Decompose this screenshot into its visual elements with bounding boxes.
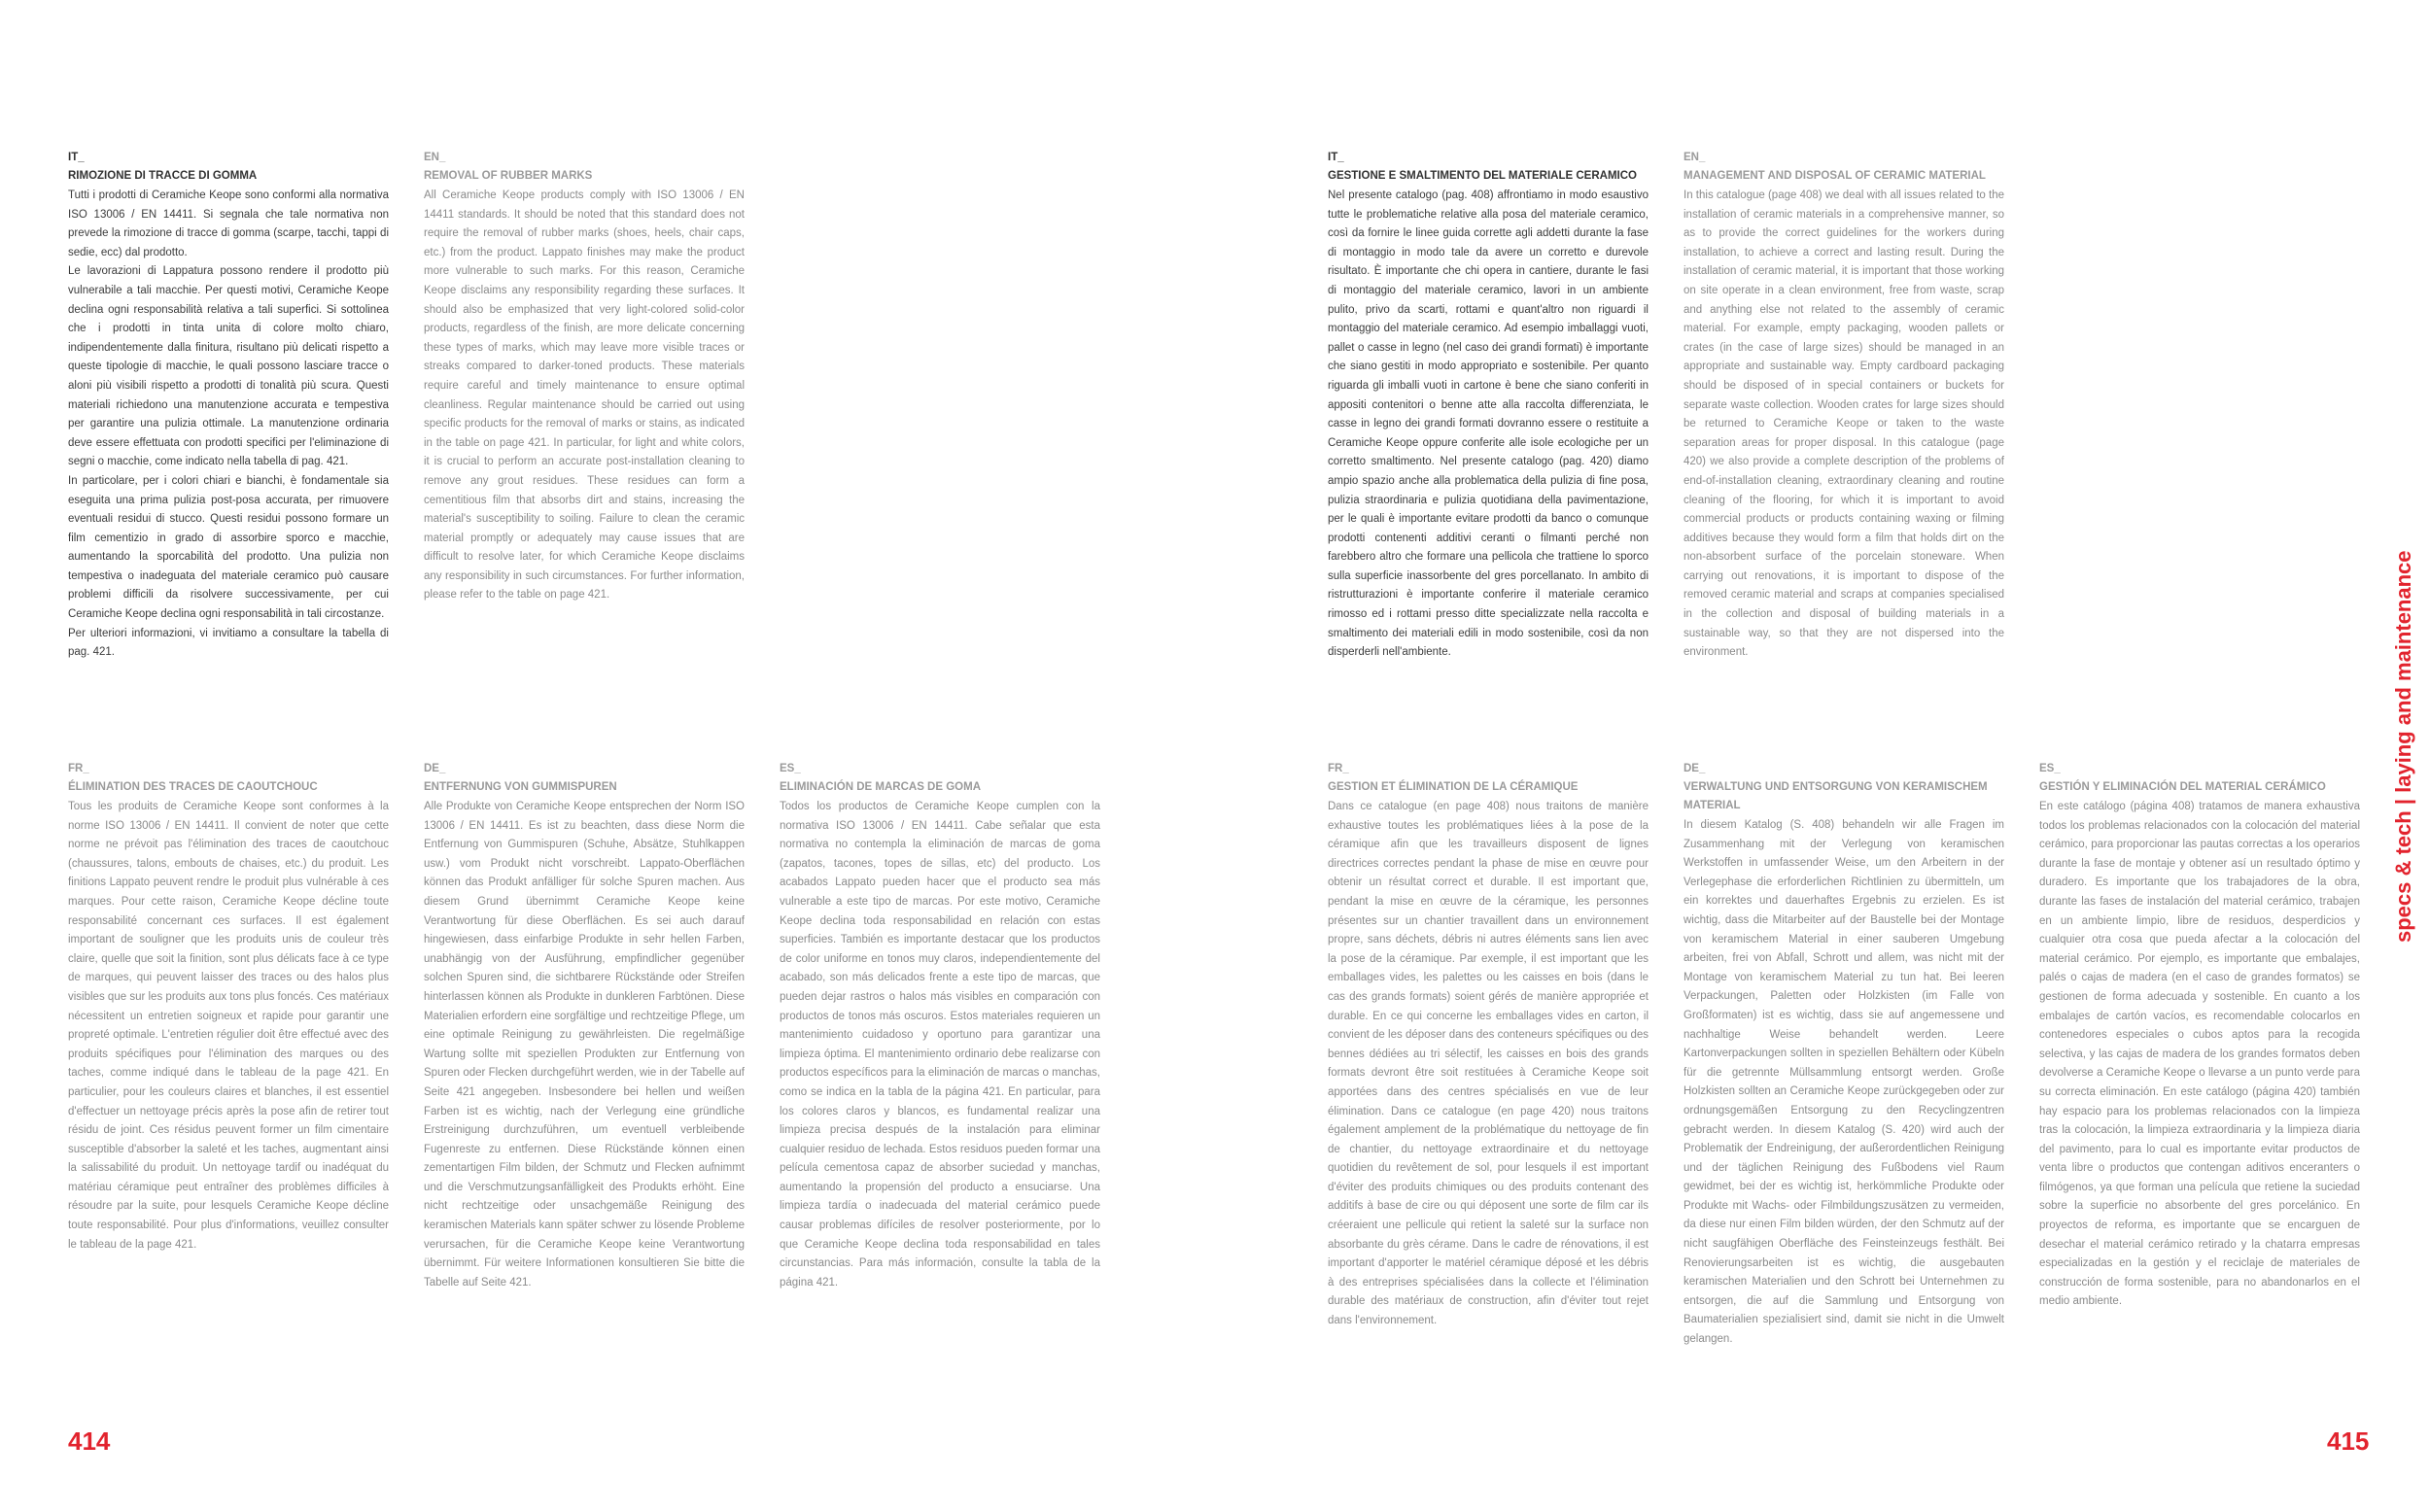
page-number-left: 414 [68, 1426, 111, 1456]
section-en-ceramic-disposal [1684, 149, 2004, 663]
section-title: MANAGEMENT AND DISPOSAL OF CERAMIC MATERIAL [1684, 170, 1986, 182]
section-es-rubber-marks [780, 760, 1100, 1292]
section-title: RIMOZIONE DI TRACCE DI GOMMA [68, 170, 258, 182]
section-lang-tag: ES_ [780, 763, 801, 774]
section-lang-tag: EN_ [1684, 152, 1706, 163]
page-number-right: 415 [2327, 1426, 2370, 1456]
paragraph: Per ulteriori informazioni, vi invitiamo a consultare la tabella di pag. 421. [68, 627, 389, 659]
paragraph: In particolare, per i colori chiari e bianchi, è fondamentale sia eseguita una prima pulizia post-posa accurata, per rimuovere eventuali residui di stucco. Questi residui possono formare un film cementizio in grado di assorbire sporco e macchie, aumentando la sporcabilità del prodotto. Una pulizia non tempestiva o inadeguata del materiale ceramico può causare problemi difficili da risolvere successivamente, per cui Ceramiche Keope declina ogni responsabilità in tali circostanze. [68, 474, 389, 621]
section-lang-tag: IT_ [68, 152, 85, 163]
section-lang-tag: DE_ [424, 763, 446, 774]
section-title: REMOVAL OF RUBBER MARKS [424, 170, 593, 182]
section-fr-rubber-marks [68, 760, 389, 1254]
section-de-ceramic-disposal [1684, 760, 2004, 1350]
side-section-label [2391, 550, 2415, 943]
paragraph: Le lavorazioni di Lappatura possono rendere il prodotto più vulnerabile a tali macchie. Per questi motivi, Ceramiche Keope declina ogni responsabilità relativa a tali superfici. Si sottolinea che i prodotti in tinta unita di colore molto chiaro, indipendentemente dalla finitura, risultano più delicati rispetto a queste tipologie di macchie, le quali possono lasciare tracce o aloni più visibili rispetto a prodotti di tonalità più scura. Questi materiali richiedono una manutenzione accurata e tempestiva per garantire una pulizia ottimale. La manutenzione ordinaria deve essere effettuata con prodotti specifici per l'eliminazione di segni o macchie, come indicato nella tabella di pag. 421. [68, 265, 389, 468]
section-lang-tag: ES_ [2039, 763, 2061, 774]
section-title: VERWALTUNG UND ENTSORGUNG VON KERAMISCHEM MATERIAL [1684, 781, 1988, 811]
paragraph: Tutti i prodotti di Ceramiche Keope sono conformi alla normativa ISO 13006 / EN 14411. Si segnala che tale normativa non prevede la rimozione di tracce di gomma (scarpe, tacchi, tappi di sedie, ecc) dal prodotto. [68, 189, 389, 258]
section-en-rubber-marks [424, 149, 745, 605]
section-lang-tag: DE_ [1684, 763, 1706, 774]
section-title: ELIMINACIÓN DE MARCAS DE GOMA [780, 781, 981, 793]
section-title: GESTION ET ÉLIMINATION DE LA CÉRAMIQUE [1328, 781, 1579, 793]
section-es-ceramic-disposal [2039, 760, 2360, 1312]
section-fr-ceramic-disposal [1328, 760, 1649, 1331]
section-de-rubber-marks [424, 760, 745, 1292]
paragraph: Tous les produits de Ceramiche Keope sont conformes à la norme ISO 13006 / EN 14411. Il convient de noter que cette norme ne prévoit pas l'élimination des traces de caoutchouc (chaussures, talons, embouts de chaises, etc.) du produit. Les finitions Lappato peuvent rendre le produit plus vulnérable à ces marques. Pour cette raison, Ceramiche Keope décline toute responsabilité concernant ces surfaces. Il est également important de souligner que les produits unis de couleur très claire, quelle que soit la finition, sont plus délicats face à ce type de marques, qui peuvent laisser des traces ou des halos plus visibles que sur les produits aux tons plus foncés. Ces matériaux nécessitent un entretien soigneux et rapide pour garantir une propreté optimale. L'entretien régulier doit être effectué avec des produits spécifiques pour l'élimination des marques ou des taches, comme indiqué dans le tableau de la page 421. En particulier, pour les couleurs claires et blanches, il est essentiel d'effectuer un nettoyage précis après la pose afin de retirer tout résidu de joint. Ces résidus peuvent former un film cimentaire susceptible d'absorber la saleté et les taches, augmentant ainsi la salissabilité du produit. Un nettoyage tardif ou inadéquat du matériau céramique peut entraîner des problèmes difficiles à résoudre par la suite, pour lesquels Ceramiche Keope décline toute responsabilité. Pour plus d'informations, veuillez consulter le tableau de la page 421. [68, 801, 389, 1251]
section-it-ceramic-disposal [1328, 149, 1649, 663]
section-it-rubber-marks [68, 149, 389, 663]
section-title: GESTIÓN Y ELIMINACIÓN DEL MATERIAL CERÁMICO [2039, 781, 2326, 793]
section-title: ÉLIMINATION DES TRACES DE CAOUTCHOUC [68, 781, 318, 793]
section-lang-tag: IT_ [1328, 152, 1344, 163]
paragraph: Todos los productos de Ceramiche Keope cumplen con la normativa ISO 13006 / EN 14411. Cabe señalar que esta normativa no contempla la eliminación de marcas de goma (zapatos, tacones, topes de sillas, etc) del producto. Los acabados Lappato pueden hacer que el producto sea más vulnerable a este tipo de marcas. Por este motivo, Ceramiche Keope declina toda responsabilidad en relación con estas superficies. También es importante destacar que los productos de color uniforme en tonos muy claros, independientemente del acabado, son más delicados frente a este tipo de marcas, que pueden dejar rastros o halos más visibles en comparación con productos de tonos más oscuros. Estos materiales requieren un mantenimiento cuidadoso y oportuno para garantizar una limpieza óptima. El mantenimiento ordinario debe realizarse con productos específicos para la eliminación de marcas o manchas, como se indica en la tabla de la página 421. En particular, para los colores claros y blancos, es fundamental realizar una limpieza precisa después de la instalación para eliminar cualquier residuo de lechada. Estos residuos pueden formar una película cementosa capaz de absorber suciedad y manchas, aumentando la propensión del producto a ensuciarse. Una limpieza tardía o inadecuada del material cerámico puede causar problemas difíciles de resolver posteriormente, por lo que Ceramiche Keope declina toda responsabilidad en tales circunstancias. Para más información, consulte la tabla de la página 421. [780, 801, 1100, 1289]
paragraph: Nel presente catalogo (pag. 408) affrontiamo in modo esaustivo tutte le problematiche relative alla posa del materiale ceramico, così da fornire le linee guida corrette agli addetti durante la fase di montaggio in modo tale da avere un corretto e durevole risultato. È importante che chi opera in cantiere, durante le fasi di montaggio del materiale ceramico, lavori in un ambiente pulito, privo da scarti, rottami e quant'altro non riguardi il montaggio del materiale ceramico. Ad esempio imballaggi vuoti, pallet o casse in legno (nel caso dei grandi formati) è importante che siano gestiti in modo appropriato e sostenibile. Per quanto riguarda gli imballi vuoti in cartone è bene che siano conferiti in appositi contenitori o benne atte alla raccolta differenziata, le casse in legno dei grandi formati dovranno essere o restituite a Ceramiche Keope oppure conferite alle isole ecologiche per un corretto smaltimento. Nel presente catalogo (pag. 420) diamo ampio spazio anche alla problematica della pulizia di fine posa, pulizia straordinaria e pulizia quotidiana della pavimentazione, per le quali è importante evitare prodotti da banco o comunque prodotti contenenti additivi ceranti o filmanti perché non farebbero altro che formare una pellicola che trattiene lo sporco sulla superficie inassorbente del gres porcellanato. In ambito di ristrutturazioni è importante conferire il materiale ceramico rimosso ed i rottami presso ditte specializzate nella raccolta e smaltimento dei materiali edili in modo sostenibile, così da non disperderli nell'ambiente. [1328, 189, 1649, 659]
section-title: GESTIONE E SMALTIMENTO DEL MATERIALE CERAMICO [1328, 170, 1637, 182]
paragraph: Dans ce catalogue (en page 408) nous traitons de manière exhaustive toutes les problématiques liées à la pose de la céramique afin que les travailleurs disposent de lignes directrices correctes pendant la phase de mise en œuvre pour obtenir un résultat correct et durable. Il est important que, pendant la mise en œuvre de la céramique, les personnes présentes sur un chantier travaillent dans un environnement propre, sans déchets, débris ni autres éléments sans lien avec la pose de la céramique. Par exemple, il est important que les emballages vides, les palettes ou les caisses en bois (dans le cas des grands formats) soient gérés de manière appropriée et durable. En ce qui concerne les emballages vides en carton, il convient de les déposer dans des conteneurs spécifiques ou des bennes dédiées au tri sélectif, les caisses en bois des grands formats devront être soit restituées à Ceramiche Keope soit apportées dans des centres spécialisés en vue de leur élimination. Dans ce catalogue (en page 420) nous traitons également amplement de la problématique du nettoyage de fin de chantier, du nettoyage extraordinaire et du nettoyage quotidien du revêtement de sol, pour lesquels il est important d'éviter des produits chimiques ou des produits contenant des additifs à base de cire ou qui déposent une sorte de film car ils créeraient une pellicule qui retient la saleté sur la surface non absorbante du grès cérame. Dans le cadre de rénovations, il est important d'apporter le matériel céramique déposé et les débris à des entreprises spécialisées dans la collecte et l'élimination durable des matériaux de construction, afin d'éviter tout rejet dans l'environnement. [1328, 801, 1649, 1327]
section-lang-tag: FR_ [1328, 763, 1349, 774]
paragraph: All Ceramiche Keope products comply with ISO 13006 / EN 14411 standards. It should be noted that this standard does not require the removal of rubber marks (shoes, heels, chair caps, etc.) from the product. Lappato finishes may make the product more vulnerable to such marks. For this reason, Ceramiche Keope disclaims any responsibility regarding these surfaces. It should also be emphasized that very light-colored solid-color products, regardless of the finish, are more delicate concerning these types of marks, which may leave more visible traces or streaks compared to darker-toned products. These materials require careful and timely maintenance to ensure optimal cleanliness. Regular maintenance should be carried out using specific products for the removal of marks or stains, as indicated in the table on page 421. In particular, for light and white colors, it is crucial to perform an accurate post-installation cleaning to remove any grout residues. These residues can form a cementitious film that absorbs dirt and stains, increasing the material's susceptibility to soiling. Failure to clean the ceramic material promptly or adequately may cause issues that are difficult to resolve later, for which Ceramiche Keope disclaims any responsibility in such circumstances. For further information, please refer to the table on page 421. [424, 189, 745, 601]
paragraph: En este catálogo (página 408) tratamos de manera exhaustiva todos los problemas relacionados con la colocación del material cerámico, para proporcionar las pautas correctas a los operarios durante la fase de montaje y obtener así un resultado óptimo y duradero. Es importante que los trabajadores de la obra, durante las fases de instalación del material cerámico, trabajen en un ambiente limpio, libre de residuos, desperdicios y cualquier otra cosa que pueda afectar a la colocación del material cerámico. Por ejemplo, es importante que embalajes, palés o cajas de madera (en el caso de grandes formatos) se gestionen de forma adecuada y sostenible. En cuanto a los embalajes de cartón vacíos, es recomendable colocarlos en contenedores especiales o cubos aptos para la recogida selectiva, y las cajas de madera de los grandes formatos deben devolverse a Ceramiche Keope o llevarse a un punto verde para su correcta eliminación. En este catálogo (página 420) también hay espacio para los problemas relacionados con la limpieza tras la colocación, la limpieza extraordinaria y la limpieza diaria del pavimento, para lo cual es importante evitar productos de venta libre o productos que contengan aditivos enceranters o filmógenos, ya que forman una película que retiene la suciedad sobre la superficie no absorbente del gres porcelánico. En proyectos de reforma, es importante que se encarguen de desechar el material cerámico retirado y la chatarra empresas especializadas en la gestión y el reciclaje de materiales de construcción de forma sostenible, para no abandonarlos en el medio ambiente. [2039, 801, 2360, 1308]
section-lang-tag: FR_ [68, 763, 89, 774]
section-lang-tag: EN_ [424, 152, 446, 163]
side-section-label-text: specs & tech | laying and maintenance [2391, 550, 2415, 943]
paragraph: Alle Produkte von Ceramiche Keope entsprechen der Norm ISO 13006 / EN 14411. Es ist zu beachten, dass diese Norm die Entfernung von Gummispuren (Schuhe, Absätze, Stuhlkappen usw.) vom Produkt nicht vorschreibt. Lappato-Oberflächen können das Produkt anfälliger für solche Spuren machen. Aus diesem Grund übernimmt Ceramiche Keope keine Verantwortung für diese Oberflächen. Es sei auch darauf hingewiesen, dass einfarbige Produkte in sehr hellen Farben, unabhängig von der Ausführung, empfindlicher gegenüber solchen Spuren sind, die sichtbarere Rückstände oder Streifen hinterlassen können als Produkte in dunkleren Farbtönen. Diese Materialien erfordern eine sorgfältige und rechtzeitige Pflege, um eine optimale Reinigung zu gewährleisten. Die regelmäßige Wartung sollte mit speziellen Produkten zur Entfernung von Spuren oder Flecken durchgeführt werden, wie in der Tabelle auf Seite 421 angegeben. Insbesondere bei hellen und weißen Farben ist es wichtig, nach der Verlegung eine gründliche Erstreinigung durchzuführen, um eventuell verbleibende Fugenreste zu entfernen. Diese Rückstände können einen zementartigen Film bilden, der Schmutz und Flecken aufnimmt und die Verschmutzungsanfälligkeit des Produkts erhöht. Eine nicht rechtzeitige oder unsachgemäße Reinigung des keramischen Materials kann später schwer zu lösende Probleme verursachen, für die Ceramiche Keope keine Verantwortung übernimmt. Für weitere Informationen konsultieren Sie bitte die Tabelle auf Seite 421. [424, 801, 745, 1289]
paragraph: In this catalogue (page 408) we deal with all issues related to the installation of ceramic materials in a comprehensive manner, so as to provide the correct guidelines for the workers during installation, to achieve a correct and lasting result. During the installation of ceramic material, it is important that those working on site operate in a clean environment, free from waste, scrap and anything else not related to the assembly of ceramic material. For example, empty packaging, wooden pallets or crates (in the case of large sizes) should be managed in an appropriate and sustainable way. Empty cardboard packaging should be disposed of in special containers or buckets for separate waste collection. Wooden crates for large sizes should be returned to Ceramiche Keope or taken to the waste separation areas for proper disposal. In this catalogue (page 420) we also provide a complete description of the problems of end-of-installation cleaning, extraordinary cleaning and routine cleaning of the flooring, for which it is important to avoid commercial products or products containing waxing or filming additives because they would form a film that holds dirt on the non-absorbent surface of the porcelain stoneware. When carrying out renovations, it is important to dispose of the removed ceramic material and scraps at companies specialised in the collection and disposal of building materials in a sustainable way, so that they are not dispersed into the environment. [1684, 189, 2004, 659]
paragraph: In diesem Katalog (S. 408) behandeln wir alle Fragen im Zusammenhang mit der Verlegung von keramischen Werkstoffen in umfassender Weise, um den Arbeitern in der Verlegephase die erforderlichen Richtlinien zu übermitteln, um ein korrektes und dauerhaftes Ergebnis zu erzielen. Es ist wichtig, dass die Mitarbeiter auf der Baustelle bei der Montage von keramischem Material in einer sauberen Umgebung arbeiten, frei von Abfall, Schrott und allem, was nicht mit der Montage von keramischem Material zu tun hat. Bei leeren Verpackungen, Paletten oder Holzkisten (im Falle von Großformaten) ist es wichtig, dass sie auf angemessene und nachhaltige Weise behandelt werden. Leere Kartonverpackungen sollten in speziellen Behältern oder Kübeln für die getrennte Müllsammlung entsorgt werden. Große Holzkisten sollten an Ceramiche Keope zurückgegeben oder zur ordnungsgemäßen Entsorgung zu den Recyclingzentren gebracht werden. In diesem Katalog (S. 420) wird auch der Problematik der Endreinigung, der außerordentlichen Reinigung und der täglichen Reinigung des Fußbodens viel Raum gewidmet, bei der es wichtig ist, herkömmliche Produkte oder Produkte mit Wachs- oder Filmbildungszusätzen zu vermeiden, da diese nur einen Film bilden würden, der den Schmutz auf der nicht saugfähigen Oberfläche des Feinsteinzeugs festhält. Bei Renovierungsarbeiten ist es wichtig, die ausgebauten keramischen Materialien und den Schrott bei Unternehmen zu entsorgen, die auf die Sammlung und Entsorgung von Baumaterialien spezialisiert sind, damit sie nicht in die Umwelt gelangen. [1684, 819, 2004, 1346]
section-title: ENTFERNUNG VON GUMMISPUREN [424, 781, 617, 793]
